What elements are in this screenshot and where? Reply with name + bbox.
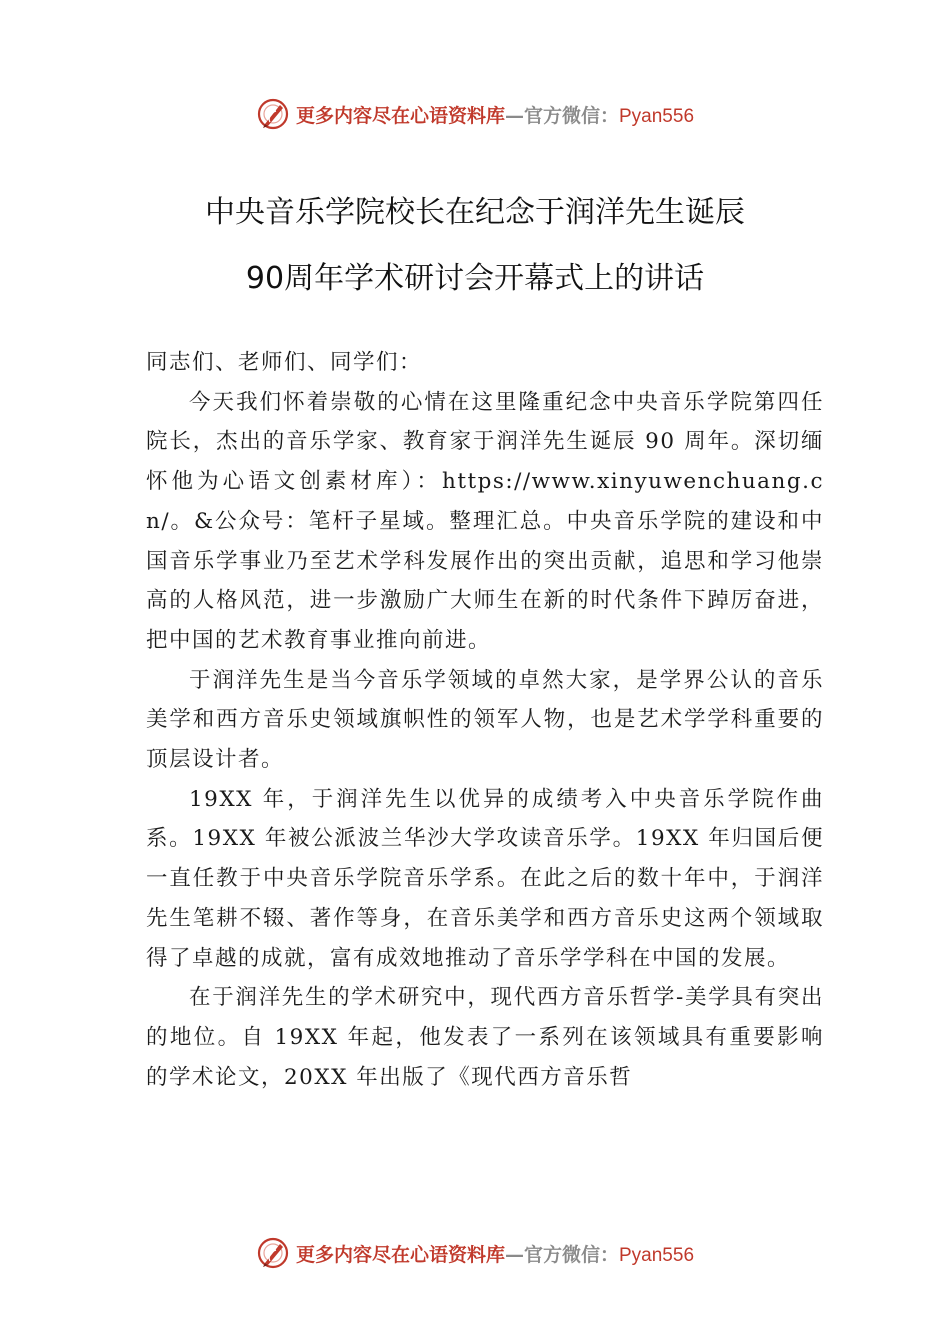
- footer-banner: [0, 1233, 950, 1273]
- banner-separator-text: —官方微信：: [504, 104, 619, 127]
- banner-text: [296, 1240, 694, 1267]
- document-body: [146, 343, 824, 1097]
- paragraph-3: 19XX 年，于润洋先生以优异的成绩考入中央音乐学院作曲系。19XX 年被公派波兰华沙大学攻读音乐学。19XX 年归国后便一直任教于中央音乐学院音乐学系。在此之后的数十年中，于润洋先生笔耕不辍、著作等身，在音乐美学和西方音乐史这两个领域取得了卓越的成就，富有成效地推动了音乐学学科在中国的发展。: [146, 786, 824, 971]
- banner-separator-text: —官方微信：: [504, 1243, 619, 1266]
- banner-account: Pyan556: [619, 1244, 695, 1266]
- salutation: 同志们、老师们、同学们：: [146, 350, 423, 375]
- pen-logo-icon: [256, 97, 290, 131]
- paragraph-2: 于润洋先生是当今音乐学领域的卓然大家，是学界公认的音乐美学和西方音乐史领域旗帜性的领军人物，也是艺术学学科重要的顶层设计者。: [146, 667, 824, 773]
- pen-logo-icon: [256, 1236, 290, 1270]
- paragraph-4: 在于润洋先生的学术研究中，现代西方音乐哲学-美学具有突出的地位。自 19XX 年起，他发表了一系列在该领域具有重要影响的学术论文，20XX 年出版了《现代西方音乐哲: [146, 985, 824, 1090]
- banner-account: Pyan556: [619, 105, 695, 127]
- paragraph-1: 今天我们怀着崇敬的心情在这里隆重纪念中央音乐学院第四任院长，杰出的音乐学家、教育家于润洋先生诞辰 90 周年。深切缅怀他为心语文创素材库）：https://www.xinyuwenchuang.cn/。&公众号：笔杆子星域。整理汇总。中央音乐学院的建设和中国音乐学事业乃至艺术学科发展作出的突出贡献，追思和学习他崇高的人格风范，进一步激励广大师生在新的时代条件下踔厉奋进， 把中国的艺术教育事业推向前进。: [146, 389, 824, 653]
- banner-main-text: 更多内容尽在心语资料库: [295, 1243, 505, 1266]
- title-line-1: 中央音乐学院校长在纪念于润洋先生诞辰: [205, 195, 745, 230]
- document-title: [0, 180, 950, 312]
- header-banner: [0, 94, 950, 134]
- banner-main-text: 更多内容尽在心语资料库: [295, 104, 505, 127]
- banner-text: [296, 101, 694, 128]
- title-line-2: 90周年学术研讨会开幕式上的讲话: [245, 261, 705, 296]
